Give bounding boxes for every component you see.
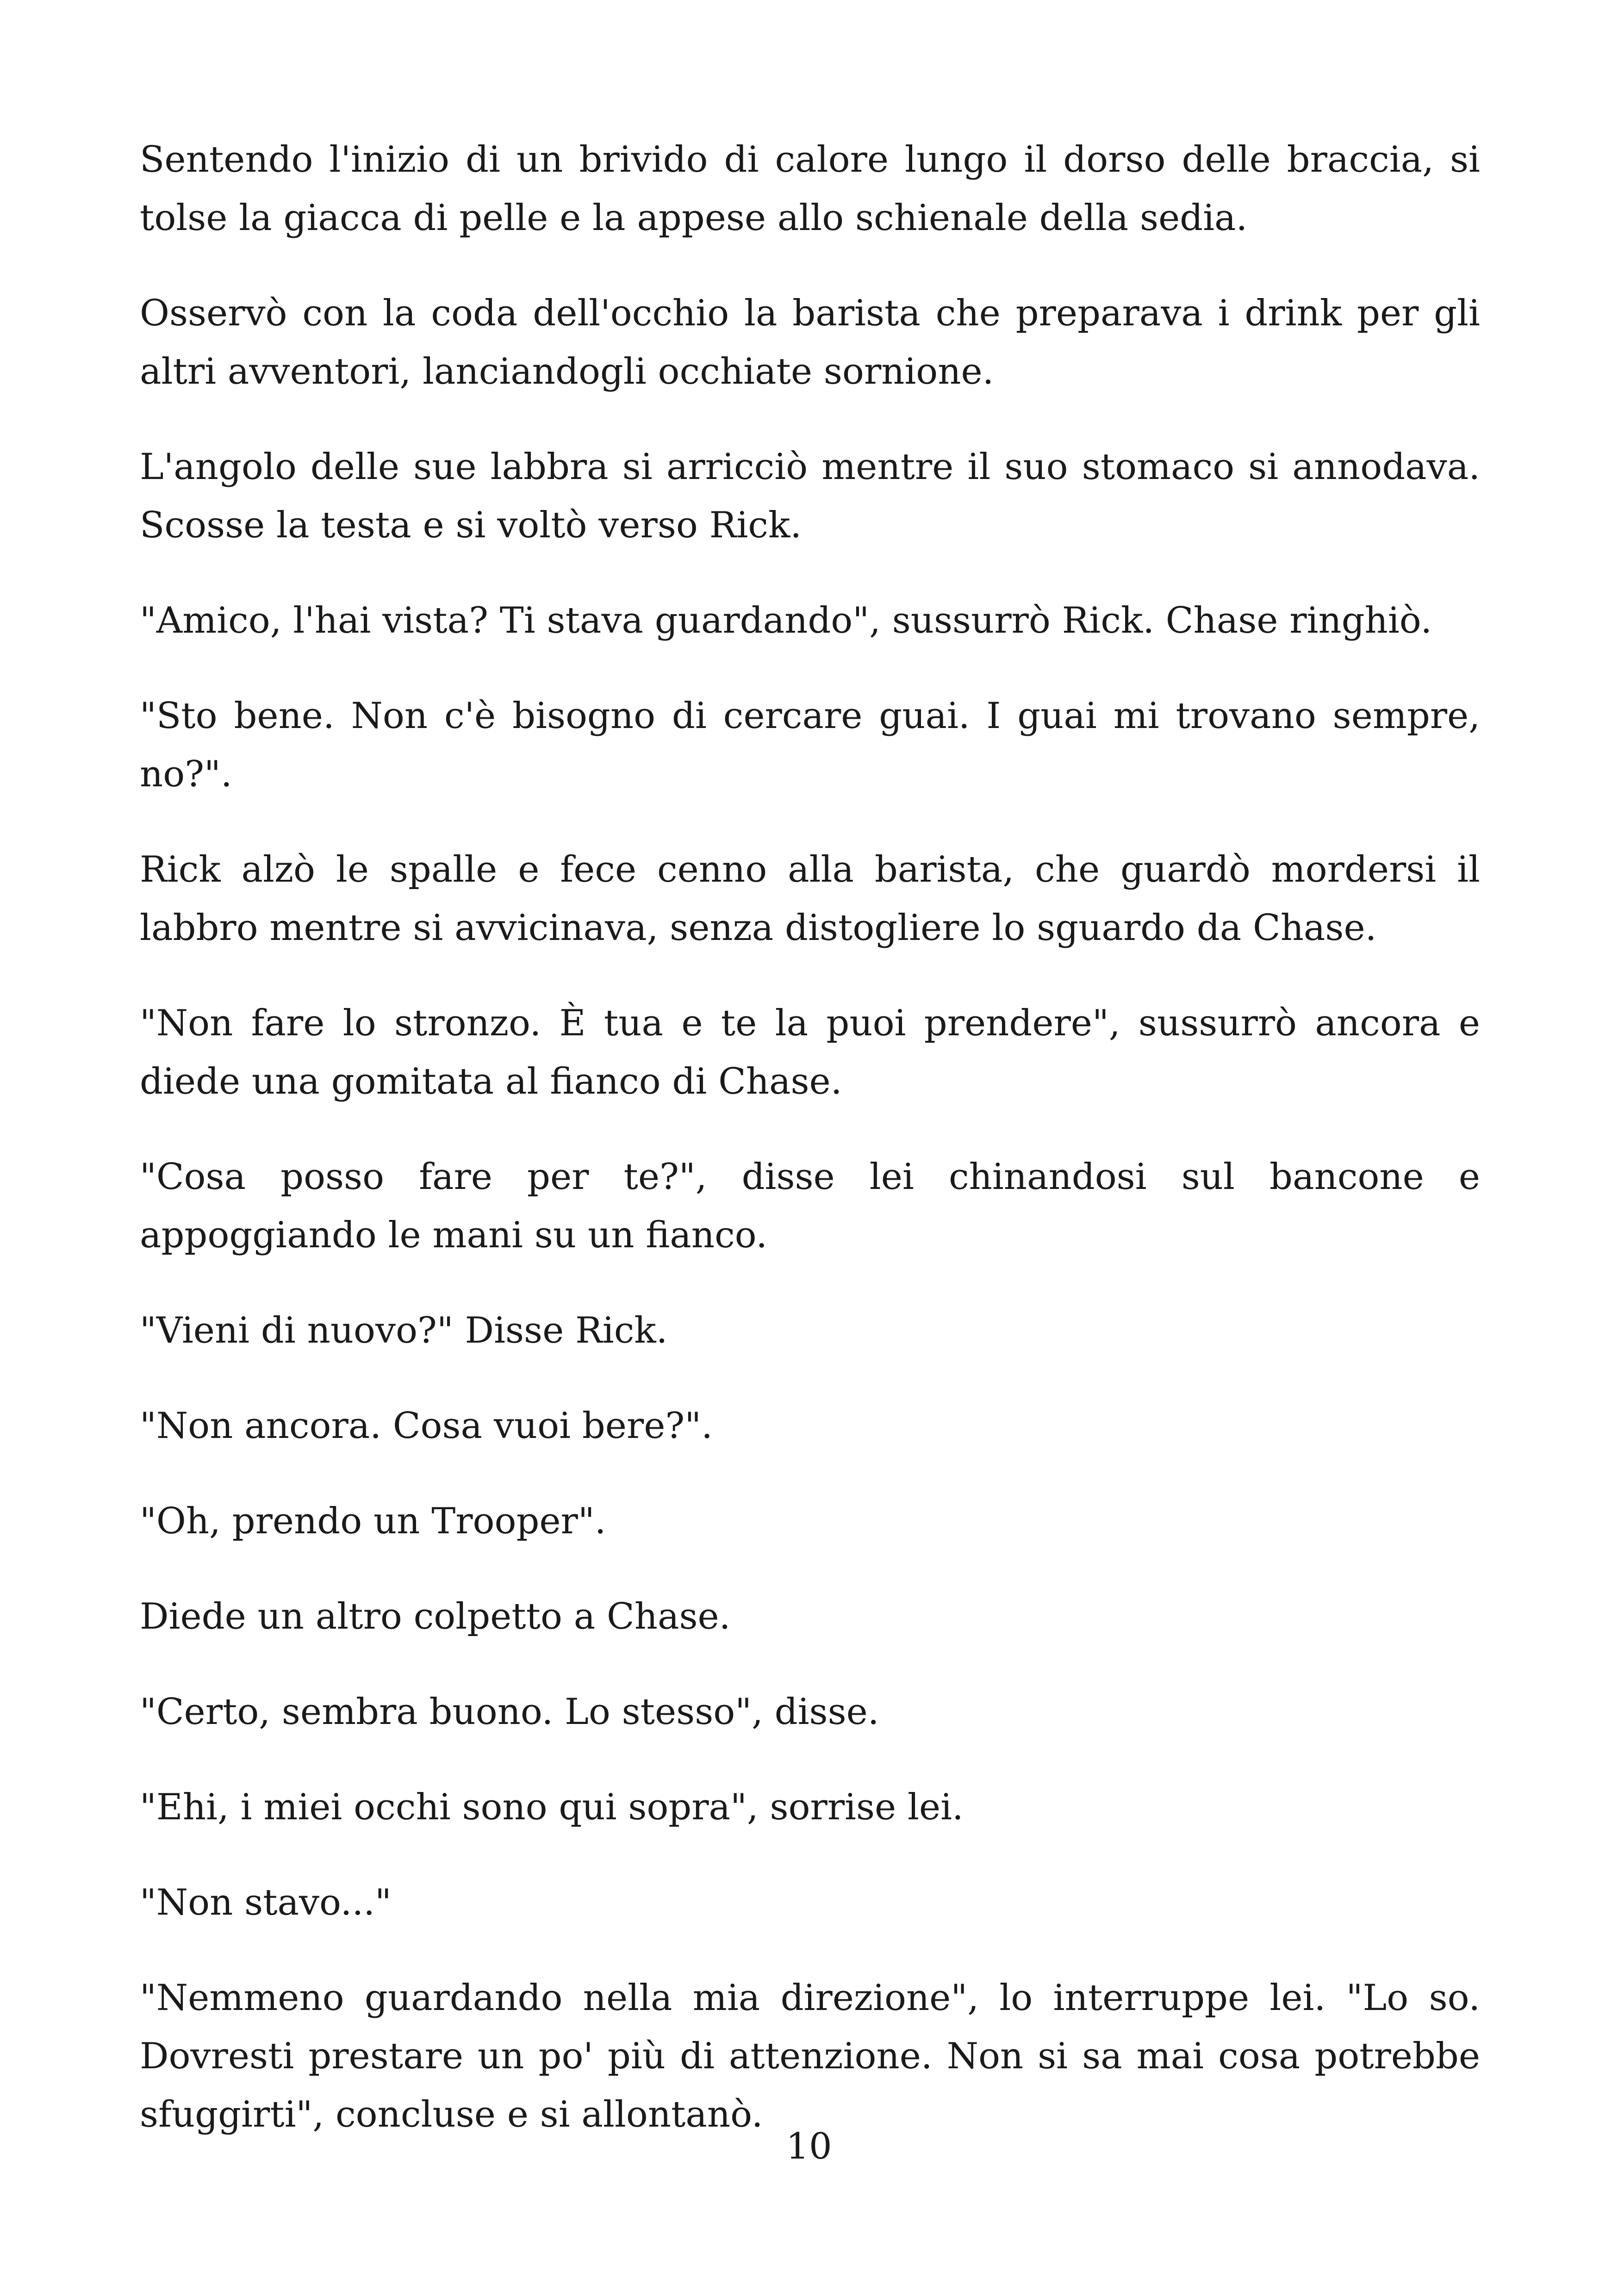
body-text — [140, 131, 1480, 2181]
paragraph: "Amico, l'hai vista? Ti stava guardando", sussurrò Rick. Chase ringhiò. — [140, 600, 1432, 641]
paragraph: L'angolo delle sue labbra si arricciò mentre il suo stomaco si annodava. Scosse la testa e si voltò verso Rick. — [140, 446, 1480, 546]
paragraph: "Non ancora. Cosa vuoi bere?". — [140, 1405, 713, 1447]
paragraph: Rick alzò le spalle e fece cenno alla barista, che guardò mordersi il labbro mentre si avvicinava, senza distogliere lo sguardo da Chase. — [140, 849, 1480, 949]
paragraph: "Nemmeno guardando nella mia direzione", lo interruppe lei. "Lo so. Dovresti prestare un po' più di attenzione. Non si sa mai cosa potrebbe sfuggirti", concluse e si allontanò. — [140, 1977, 1480, 2135]
paragraph: "Non fare lo stronzo. È tua e te la puoi prendere", sussurrò ancora e diede una gomitata al fianco di Chase. — [140, 1002, 1480, 1102]
paragraph: Diede un altro colpetto a Chase. — [140, 1596, 731, 1637]
paragraph: "Cosa posso fare per te?", disse lei chinandosi sul bancone e appoggiando le mani su un fianco. — [140, 1156, 1480, 1256]
page-number: 10 — [786, 2126, 832, 2167]
paragraph: "Non stavo..." — [140, 1882, 392, 1923]
paragraph: "Ehi, i miei occhi sono qui sopra", sorrise lei. — [140, 1786, 964, 1828]
paragraph: "Sto bene. Non c'è bisogno di cercare guai. I guai mi trovano sempre, no?". — [140, 695, 1480, 795]
paragraph: Osservò con la coda dell'occhio la barista che preparava i drink per gli altri avventori, lanciandogli occhiate sornione. — [140, 292, 1480, 392]
paragraph: "Vieni di nuovo?" Disse Rick. — [140, 1310, 668, 1351]
paragraph: "Oh, prendo un Trooper". — [140, 1500, 606, 1542]
paragraph: Sentendo l'inizio di un brivido di calore lungo il dorso delle braccia, si tolse la giacca di pelle e la appese allo schienale della sedia. — [140, 139, 1480, 239]
paragraph: "Certo, sembra buono. Lo stesso", disse. — [140, 1691, 879, 1733]
